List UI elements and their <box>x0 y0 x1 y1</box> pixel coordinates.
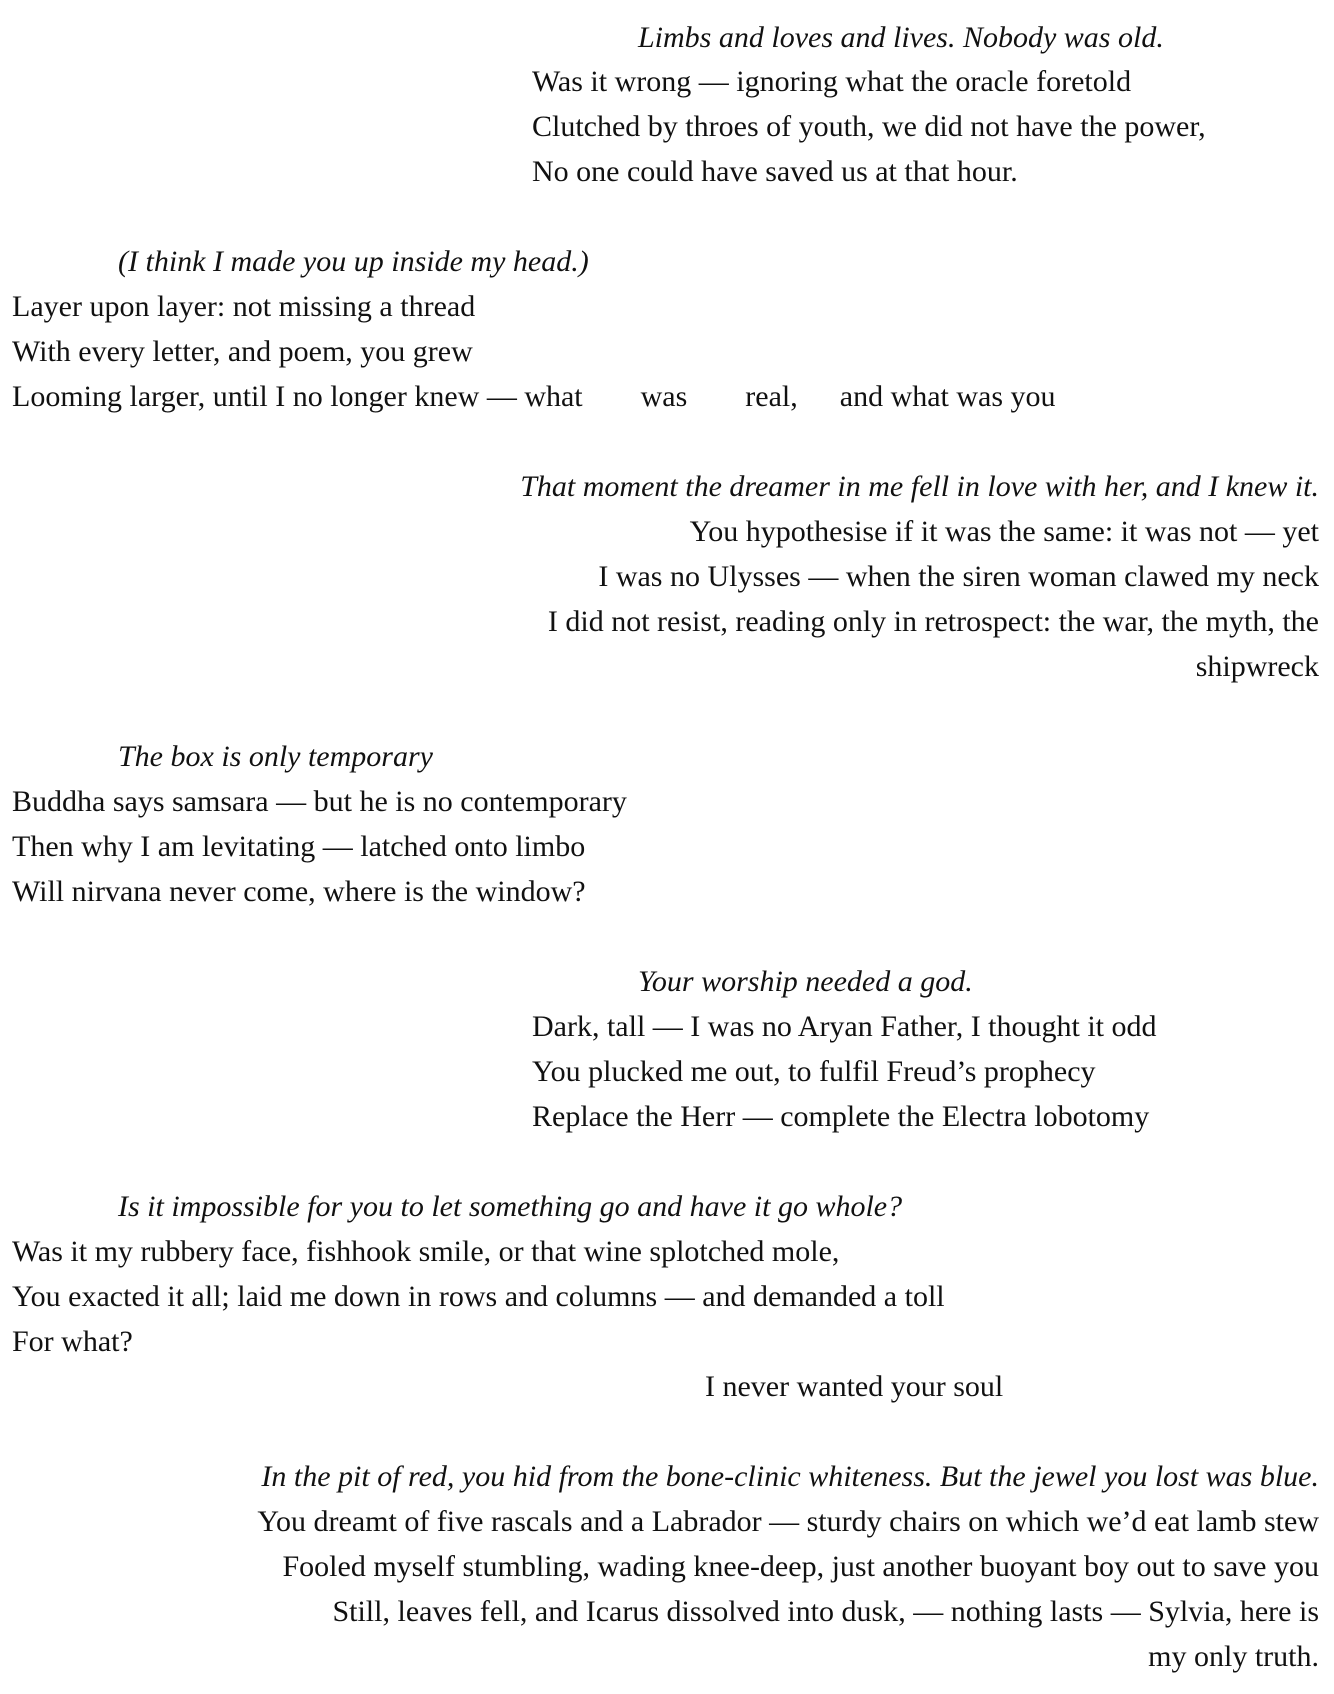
stanza-3-line-4: I did not resist, reading only in retrospect: the war, the myth, the <box>547 605 1319 638</box>
stanza-6-line-3: You exacted it all; laid me down in rows and columns — and demanded a toll <box>12 1280 945 1313</box>
stanza-3-line-1: That moment the dreamer in me fell in love with her, and I knew it. <box>520 470 1319 503</box>
stanza-4-line-2: Buddha says samsara — but he is no contemporary <box>12 785 627 818</box>
stanza-5-line-2: Dark, tall — I was no Aryan Father, I thought it odd <box>532 1010 1157 1043</box>
stanza-1-line-1: Limbs and loves and lives. Nobody was old. <box>638 21 1164 54</box>
stanza-3-line-5: shipwreck <box>1195 650 1319 683</box>
stanza-3-line-3: I was no Ulysses — when the siren woman clawed my neck <box>598 560 1319 593</box>
stanza-4-line-1: The box is only temporary <box>118 740 433 773</box>
stanza-1-line-3: Clutched by throes of youth, we did not have the power, <box>532 110 1206 143</box>
stanza-2-line-4-part-c: real, <box>745 380 798 413</box>
stanza-6-line-2: Was it my rubbery face, fishhook smile, or that wine splotched mole, <box>12 1235 840 1268</box>
stanza-1-line-4: No one could have saved us at that hour. <box>532 155 1018 188</box>
stanza-2-line-4-part-d: and what was you <box>839 380 1056 413</box>
stanza-3-line-2: You hypothesise if it was the same: it was not — yet <box>689 515 1319 548</box>
stanza-1-line-2: Was it wrong — ignoring what the oracle foretold <box>532 65 1132 98</box>
stanza-2-line-3: With every letter, and poem, you grew <box>12 335 473 368</box>
stanza-2-line-2: Layer upon layer: not missing a thread <box>12 290 476 323</box>
stanza-4-line-3: Then why I am levitating — latched onto limbo <box>12 830 586 863</box>
stanza-5-line-1: Your worship needed a god. <box>638 965 973 998</box>
stanza-4-line-4: Will nirvana never come, where is the window? <box>12 875 586 908</box>
stanza-2-line-4 <box>12 375 1056 419</box>
stanza-7-line-5: my only truth. <box>1148 1640 1319 1673</box>
stanza-2-line-1: (I think I made you up inside my head.) <box>118 245 589 278</box>
stanza-2-line-4-part-a: Looming larger, until I no longer knew — what <box>12 380 583 413</box>
stanza-6-line-4: For what? <box>12 1325 133 1358</box>
stanza-6-line-5: I never wanted your soul <box>705 1370 1004 1403</box>
stanza-6-line-1: Is it impossible for you to let something go and have it go whole? <box>118 1190 903 1223</box>
stanza-7-line-1: In the pit of red, you hid from the bone-clinic whiteness. But the jewel you lost was blue. <box>261 1460 1319 1493</box>
stanza-5-line-4: Replace the Herr — complete the Electra lobotomy <box>532 1100 1150 1133</box>
stanza-7-line-3: Fooled myself stumbling, wading knee-deep, just another buoyant boy out to save you <box>282 1550 1319 1583</box>
stanza-7-line-4: Still, leaves fell, and Icarus dissolved into dusk, — nothing lasts — Sylvia, here is <box>332 1595 1319 1628</box>
stanza-7-line-2: You dreamt of five rascals and a Labrador — sturdy chairs on which we’d eat lamb stew <box>257 1505 1319 1538</box>
stanza-2-line-4-part-b: was <box>640 380 688 413</box>
stanza-5-line-3: You plucked me out, to fulfil Freud’s prophecy <box>532 1055 1096 1088</box>
